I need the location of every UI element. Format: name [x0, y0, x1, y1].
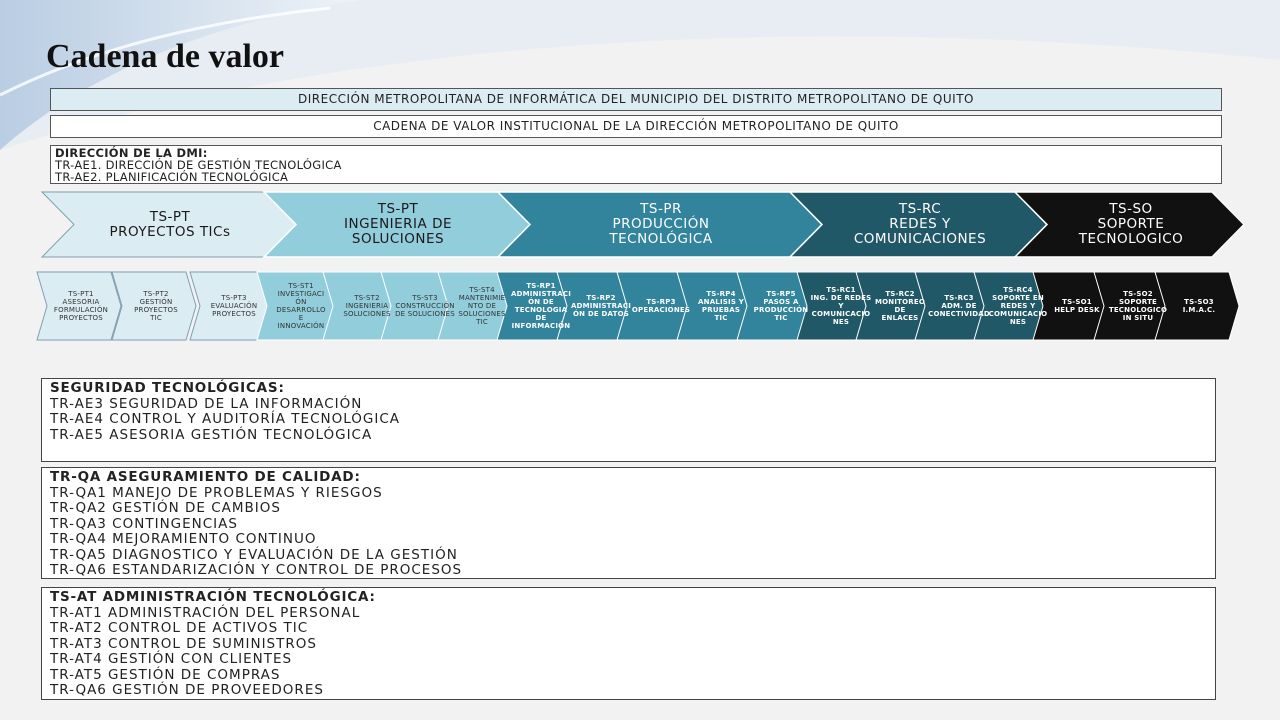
sub-process-name: GESTIÓN — [139, 298, 173, 306]
sub-process-name: I.M.A.C. — [1182, 306, 1216, 314]
sub-process-name: SOLUCIONES — [343, 310, 391, 318]
sub-process-name: ING. DE REDES — [810, 294, 872, 302]
quality-item: TR-QA4 MEJORAMIENTO CONTINUO — [50, 531, 317, 547]
sub-process-code: TS-RP5 — [766, 290, 796, 298]
sub-process-name: DESARROLLO — [276, 306, 326, 314]
main-process-code: TS-PR — [640, 201, 682, 217]
sub-process-code: TS-RC2 — [885, 290, 915, 298]
main-process-code: TS-SO — [1109, 201, 1153, 217]
admin-item: TR-AT5 GESTIÓN DE COMPRAS — [50, 666, 281, 683]
quality-item: TR-QA6 ESTANDARIZACIÓN Y CONTROL DE PROCESOS — [50, 562, 463, 578]
sub-process-pt — [45, 272, 117, 340]
sub-process-code: TS-ST4 — [469, 286, 495, 294]
sub-process-name: NTO DE — [467, 302, 497, 310]
sub-process-code: TS-RC3 — [944, 294, 974, 302]
sub-process-name: INVESTIGACI — [277, 290, 325, 298]
sub-process-code: TS-ST3 — [412, 294, 438, 302]
security-header: SEGURIDAD TECNOLÓGICAS: — [50, 380, 285, 396]
admin-item: TR-AT2 CONTROL DE ACTIVOS TIC — [50, 620, 309, 636]
sub-process-pt — [198, 272, 270, 340]
sub-process-name: ÓN DE DATOS — [573, 310, 629, 318]
admin-item: TR-QA6 GESTIÓN DE PROVEEDORES — [50, 682, 324, 698]
sub-process-code: TS-ST2 — [354, 294, 380, 302]
sub-process-name: MONITOREO — [874, 298, 926, 306]
main-process-name: TECNOLOGICO — [1078, 231, 1184, 247]
sub-process-name: DE — [894, 306, 906, 314]
sub-process-name: E — [298, 314, 304, 322]
sub-process-name: PROYECTOS — [212, 310, 256, 318]
main-process-name: COMUNICACIONES — [853, 231, 987, 247]
quality-item: TR-QA1 MANEJO DE PROBLEMAS Y RIESGOS — [50, 484, 383, 501]
sub-process-name: NES — [832, 318, 850, 326]
sub-process-name: CONECTIVIDAD — [928, 310, 990, 318]
sub-process-name: ADMINISTRACI — [510, 290, 572, 298]
sub-process-name: IN SITU — [1122, 314, 1154, 322]
sub-process-name: Y — [838, 302, 844, 310]
admin-item: TR-AT4 GESTIÓN CON CLIENTES — [50, 651, 293, 667]
sub-process-code: TS-ST1 — [288, 282, 314, 290]
sub-process-name: INNOVACIÓN — [277, 322, 325, 330]
admin-item: TR-AT3 CONTROL DE SUMINISTROS — [50, 635, 317, 652]
sub-process-name: COMUNICACIO — [988, 310, 1048, 318]
sub-process-name: NES — [1009, 318, 1027, 326]
sub-process-name: INGENIERIA — [345, 302, 389, 310]
admin-header: TS-AT ADMINISTRACIÓN TECNOLÓGICA: — [50, 589, 376, 605]
value-chain-bar: CADENA DE VALOR INSTITUCIONAL DE LA DIRECCIÓN METROPOLITANO DE QUITO — [50, 115, 1222, 138]
sub-process-code: TS-RP2 — [586, 294, 616, 302]
security-item: TR-AE4 CONTROL Y AUDITORÍA TECNOLÓGICA — [50, 411, 401, 427]
main-process-name: TECNOLÓGICA — [609, 231, 713, 247]
sub-process-name: ÓN — [295, 298, 307, 306]
sub-process-name: PRODUCCIÓN — [753, 306, 809, 314]
sub-process-code: TS-RC4 — [1003, 286, 1033, 294]
main-process-code: TS-PT — [149, 208, 191, 225]
sub-process-name: SOPORTE EN — [992, 294, 1044, 302]
sub-process-name: COMUNICACIO — [811, 310, 871, 318]
dmi-header: DIRECCIÓN DE LA DMI: — [55, 146, 208, 160]
sub-process-name: ADMINISTRACI — [570, 302, 632, 310]
sub-process-name: CONSTRUCCIÓN — [395, 302, 455, 310]
sub-process-name: TIC — [714, 314, 728, 322]
dmi-item: TR-AE1. DIRECCIÓN DE GESTIÓN TECNOLÓGICA — [55, 158, 342, 172]
sub-process-name: EVALUACIÓN — [210, 302, 258, 310]
sub-process-code: TS-RP1 — [526, 282, 556, 290]
sub-process-name: TIC — [774, 314, 788, 322]
main-process-name: PRODUCCIÓN — [612, 216, 710, 232]
dmi-item: TR-AE2. PLANIFICACIÓN TECNOLÓGICA — [55, 170, 289, 184]
quality-item: TR-QA2 GESTIÓN DE CAMBIOS — [50, 500, 281, 516]
sub-process-name: TECNOLOGICO — [1108, 306, 1168, 314]
sub-process-name: PROYECTOS — [134, 306, 178, 314]
sub-process-st — [265, 272, 337, 340]
main-process-name: SOPORTE — [1097, 216, 1165, 232]
sub-process-code: TS-RC1 — [826, 286, 856, 294]
sub-process-code: TS-RP4 — [706, 290, 736, 298]
main-process-name: REDES Y — [889, 216, 951, 232]
main-process-name: SOLUCIONES — [351, 231, 445, 247]
sub-process-code: TS-SO3 — [1184, 298, 1214, 306]
sub-process-name: FORMULACIÓN — [53, 306, 109, 314]
sub-process-name: PASOS A — [763, 298, 799, 306]
sub-process-name: PRUEBAS — [701, 306, 741, 314]
main-process-code: TS-RC — [898, 201, 942, 217]
main-process-rc — [818, 192, 1022, 257]
page-title: Cadena de valor — [46, 38, 284, 75]
main-process-so — [1043, 192, 1219, 257]
sub-process-name: ÓN DE — [528, 298, 554, 306]
sub-process-name: ENLACES — [881, 314, 919, 322]
security-item: TR-AE5 ASESORIA GESTIÓN TECNOLÓGICA — [50, 426, 373, 443]
security-item: TR-AE3 SEGURIDAD DE LA INFORMACIÓN — [50, 395, 363, 412]
main-process-pt — [72, 192, 268, 257]
sub-process-name: ASESORIA — [62, 298, 100, 306]
sub-process-name: OPERACIONES — [631, 306, 691, 314]
sub-process-name: SOLUCIONES — [458, 310, 506, 318]
sub-process-name: PROYECTOS — [59, 314, 103, 322]
sub-process-so — [1163, 272, 1235, 340]
main-process-name: INGENIERIA DE — [344, 216, 452, 232]
sub-process-code: TS-PT1 — [68, 290, 94, 298]
sub-process-name: ANALISIS Y — [698, 298, 744, 306]
sub-process-code: TS-SO1 — [1062, 298, 1092, 306]
sub-process-name: DE SOLUCIONES — [395, 310, 455, 318]
sub-process-name: INFORMACIÓN — [511, 322, 571, 330]
sub-process-name: REDES Y — [1000, 302, 1036, 310]
main-process-name: PROYECTOS TICs — [109, 223, 231, 240]
main-process-code: TS-PT — [377, 201, 419, 217]
sub-process-code: TS-PT2 — [143, 290, 169, 298]
sub-process-name: TIC — [476, 318, 488, 326]
admin-item: TR-AT1 ADMINISTRACIÓN DEL PERSONAL — [50, 604, 361, 621]
quality-item: TR-QA5 DIAGNOSTICO Y EVALUACIÓN DE LA GESTIÓN — [50, 546, 458, 563]
sub-process-name: TIC — [150, 314, 162, 322]
sub-process-name: TECNOLOGIA — [514, 306, 568, 314]
sub-process-name: SOPORTE — [1118, 298, 1158, 306]
sub-process-name: ADM. DE — [941, 302, 977, 310]
sub-process-code: TS-PT3 — [221, 294, 247, 302]
sub-process-name: MANTENIMIE — [458, 294, 506, 302]
main-process-pr — [526, 192, 796, 257]
sub-process-pt — [120, 272, 192, 340]
sub-process-code: TS-SO2 — [1123, 290, 1153, 298]
quality-item: TR-QA3 CONTINGENCIAS — [50, 515, 238, 532]
main-process-st — [292, 192, 504, 257]
sub-process-name: DE — [535, 314, 547, 322]
quality-header: TR-QA ASEGURAMIENTO DE CALIDAD: — [50, 469, 361, 485]
sub-process-name: HELP DESK — [1054, 306, 1100, 314]
sub-process-code: TS-RP3 — [646, 298, 676, 306]
institution-bar: DIRECCIÓN METROPOLITANA DE INFORMÁTICA DEL MUNICIPIO DEL DISTRITO METROPOLITANO DE QUITO — [50, 88, 1222, 111]
